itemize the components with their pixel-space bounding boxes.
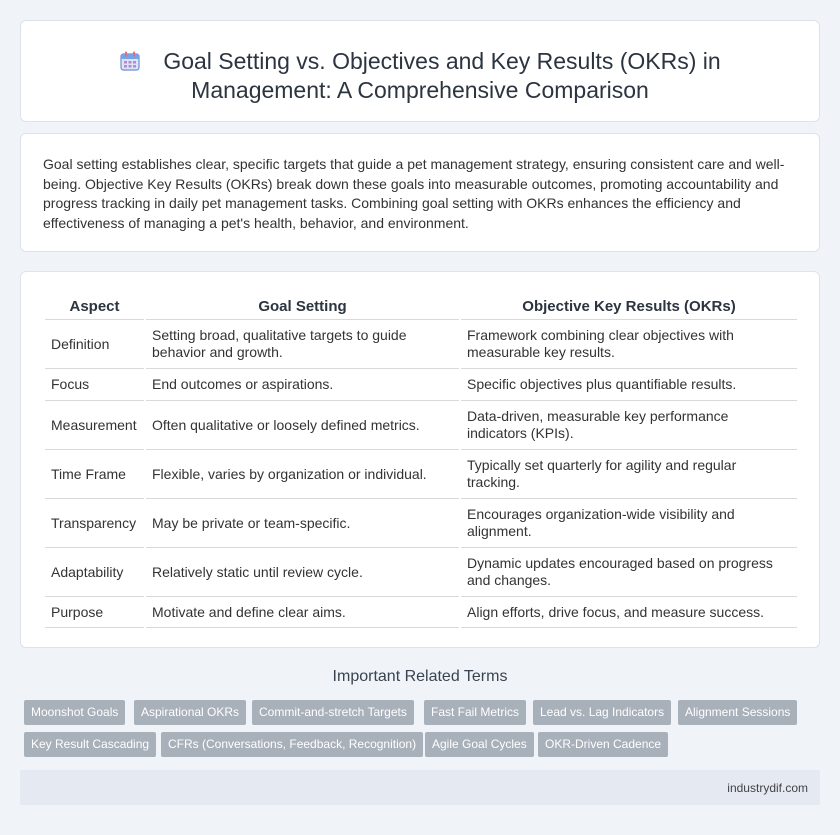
title-line-2: Management: A Comprehensive Comparison (191, 77, 649, 103)
tag-commit-and-stretch-targets[interactable]: Commit-and-stretch Targets (252, 700, 414, 725)
tag-lead-vs-lag-indicators[interactable]: Lead vs. Lag Indicators (533, 700, 671, 725)
cell-okrs: Dynamic updates encouraged based on progress and changes. (461, 548, 797, 597)
table-row (45, 320, 797, 369)
comparison-table-card (20, 271, 820, 648)
cell-okrs: Data-driven, measurable key performance indicators (KPIs). (461, 401, 797, 450)
cell-goal-setting: End outcomes or aspirations. (146, 369, 459, 401)
tag-alignment-sessions[interactable]: Alignment Sessions (678, 700, 797, 725)
table-row (45, 401, 797, 450)
cell-okrs: Framework combining clear objectives with measurable key results. (461, 320, 797, 369)
intro-card (20, 133, 820, 252)
page-title (21, 47, 819, 105)
tag-cfrs[interactable]: CFRs (Conversations, Feedback, Recognition) (161, 732, 423, 757)
cell-goal-setting: May be private or team-specific. (146, 499, 459, 548)
table-row (45, 450, 797, 499)
cell-aspect: Definition (45, 320, 144, 369)
cell-goal-setting: Often qualitative or loosely defined metrics. (146, 401, 459, 450)
cell-goal-setting: Flexible, varies by organization or individual. (146, 450, 459, 499)
tag-aspirational-okrs[interactable]: Aspirational OKRs (134, 700, 246, 725)
footer (20, 770, 820, 805)
header-goal-setting: Goal Setting (146, 294, 459, 320)
tag-fast-fail-metrics[interactable]: Fast Fail Metrics (424, 700, 526, 725)
table-row (45, 597, 797, 628)
tag-moonshot-goals[interactable]: Moonshot Goals (24, 700, 125, 725)
cell-aspect: Measurement (45, 401, 144, 450)
tag-key-result-cascading[interactable]: Key Result Cascading (24, 732, 156, 757)
related-terms-heading: Important Related Terms (332, 668, 508, 685)
header-aspect: Aspect (45, 294, 144, 320)
table-row (45, 369, 797, 401)
header-okrs: Objective Key Results (OKRs) (461, 294, 797, 320)
comparison-table (43, 294, 799, 628)
cell-aspect: Adaptability (45, 548, 144, 597)
title-line-1: Goal Setting vs. Objectives and Key Results (OKRs) in (163, 48, 721, 74)
cell-okrs: Encourages organization-wide visibility and alignment. (461, 499, 797, 548)
tag-okr-driven-cadence[interactable]: OKR-Driven Cadence (538, 732, 668, 757)
cell-okrs: Typically set quarterly for agility and regular tracking. (461, 450, 797, 499)
table-row (45, 548, 797, 597)
cell-aspect: Transparency (45, 499, 144, 548)
cell-aspect: Time Frame (45, 450, 144, 499)
cell-aspect: Focus (45, 369, 144, 401)
table-row (45, 499, 797, 548)
cell-goal-setting: Relatively static until review cycle. (146, 548, 459, 597)
cell-goal-setting: Setting broad, qualitative targets to guide behavior and growth. (146, 320, 459, 369)
tag-agile-goal-cycles[interactable]: Agile Goal Cycles (425, 732, 534, 757)
intro-paragraph: Goal setting establishes clear, specific targets that guide a pet management strategy, ensuring consistent care and well-being. Objective Key Results (OKRs) break down these goals into measurable outcomes, promoting accountability and progress tracking in daily pet management tasks. Combining goal setting with OKRs enhances the efficiency and effectiveness of managing a pet's health, behavior, and environment. (43, 156, 785, 231)
title-card (20, 20, 820, 122)
cell-goal-setting: Motivate and define clear aims. (146, 597, 459, 628)
cell-okrs: Align efforts, drive focus, and measure success. (461, 597, 797, 628)
cell-okrs: Specific objectives plus quantifiable results. (461, 369, 797, 401)
cell-aspect: Purpose (45, 597, 144, 628)
calendar-icon (119, 50, 141, 72)
table-header-row (45, 294, 797, 320)
footer-site-link[interactable]: industrydif.com (727, 781, 808, 795)
